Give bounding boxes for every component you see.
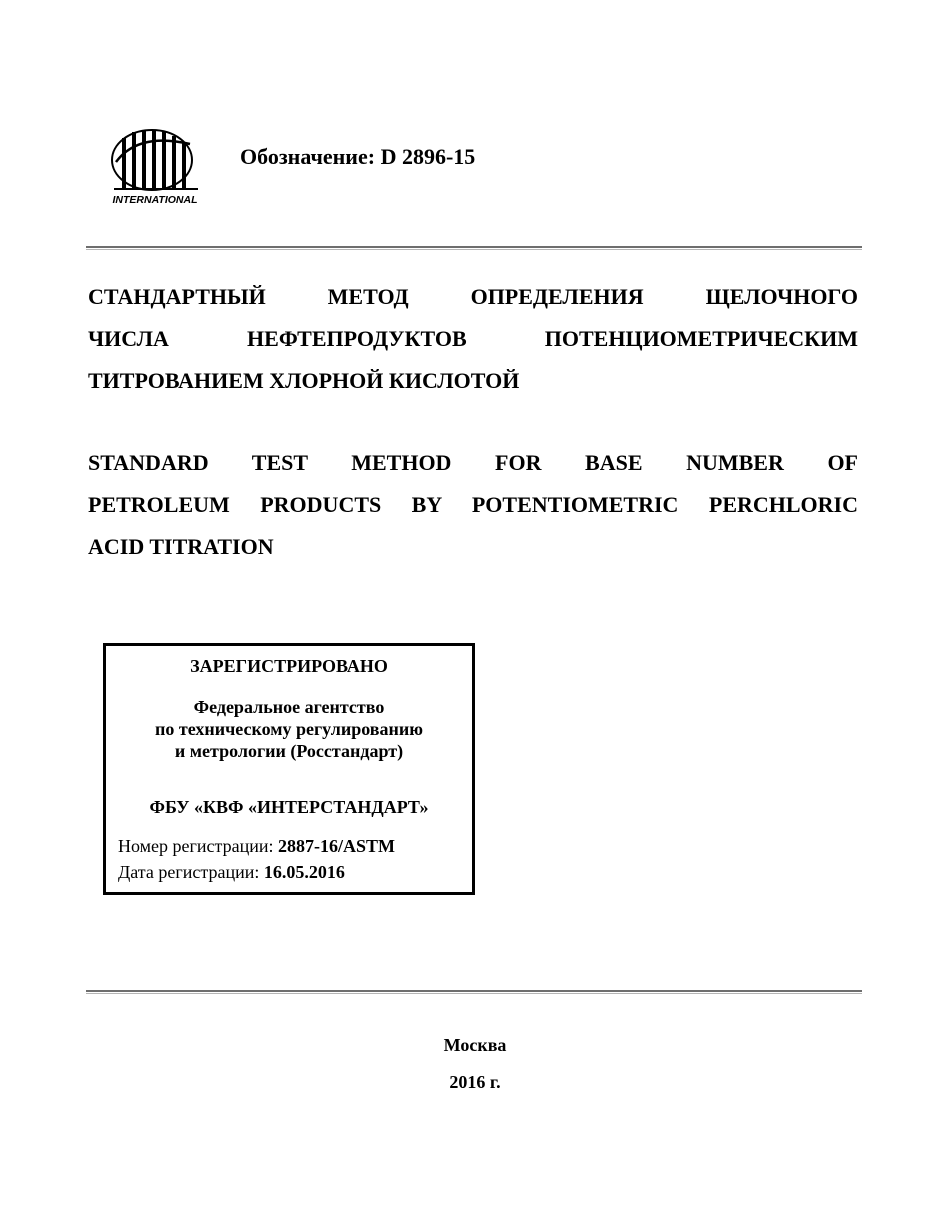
registration-date-row <box>118 859 395 885</box>
footer-city: Москва <box>443 1035 507 1055</box>
top-divider <box>86 246 862 250</box>
title-en-line: ACID TITRATION <box>88 534 274 559</box>
registration-agency <box>106 696 472 762</box>
registration-number-value: 2887-16/ASTM <box>278 836 396 856</box>
footer-year: 2016 г. <box>449 1072 501 1092</box>
bottom-divider <box>86 990 862 994</box>
registration-details <box>118 833 395 885</box>
title-english <box>88 442 858 568</box>
title-ru-line: ТИТРОВАНИЕМ ХЛОРНОЙ КИСЛОТОЙ <box>88 368 520 393</box>
title-en-line: PETROLEUM PRODUCTS BY POTENTIOMETRIC PERCHLORIC <box>88 492 858 517</box>
registration-date-value: 16.05.2016 <box>263 862 345 882</box>
title-ru-line: СТАНДАРТНЫЙ МЕТОД ОПРЕДЕЛЕНИЯ ЩЕЛОЧНОГО <box>88 284 858 309</box>
logo-subtitle: INTERNATIONAL <box>112 194 198 206</box>
document-designation: Обозначение: D 2896-15 <box>240 144 476 169</box>
agency-line: Федеральное агентство <box>193 697 385 717</box>
registration-date-label: Дата регистрации: <box>118 862 260 882</box>
registration-number-label: Номер регистрации: <box>118 836 274 856</box>
agency-line: и метрологии (Росстандарт) <box>174 741 404 761</box>
registration-number-row <box>118 833 395 859</box>
agency-line: по техническому регулированию <box>155 719 423 739</box>
title-russian <box>88 276 858 402</box>
astm-logo <box>108 122 204 210</box>
registration-box <box>103 643 475 895</box>
title-ru-line: ЧИСЛА НЕФТЕПРОДУКТОВ ПОТЕНЦИОМЕТРИЧЕСКИМ <box>88 326 858 351</box>
registration-heading: ЗАРЕГИСТРИРОВАНО <box>190 656 388 676</box>
registration-organization: ФБУ «КВФ «ИНТЕРСТАНДАРТ» <box>149 797 429 817</box>
title-en-line: STANDARD TEST METHOD FOR BASE NUMBER OF <box>88 450 858 475</box>
